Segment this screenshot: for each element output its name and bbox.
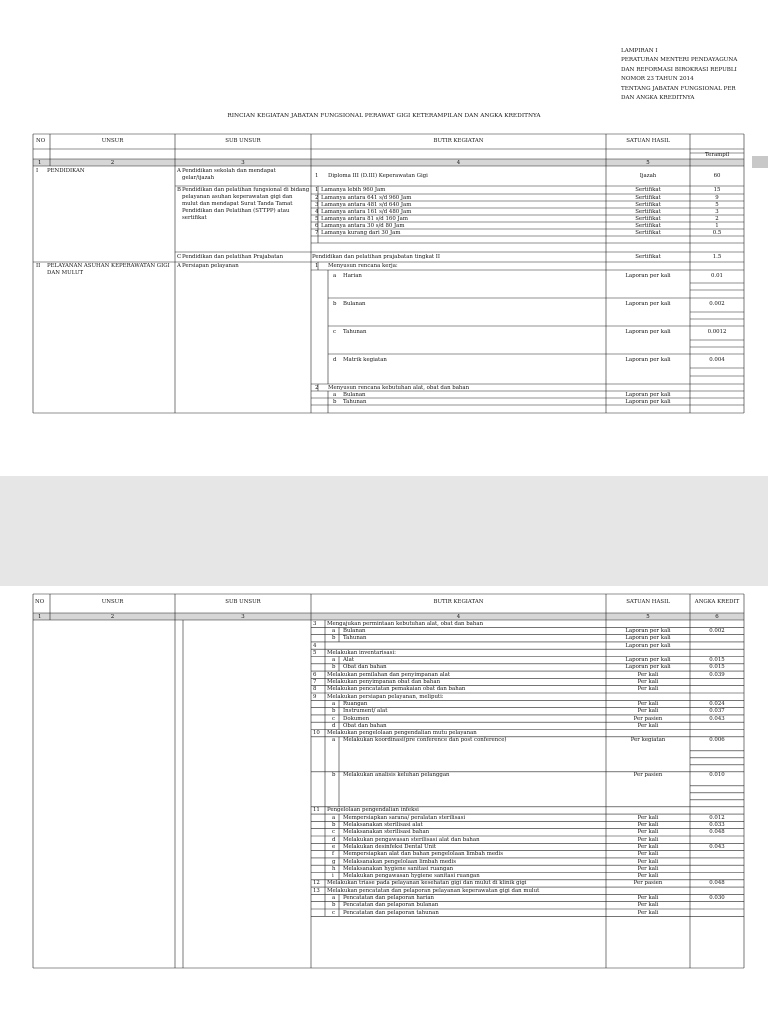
- col-header-unsur: UNSUR: [101, 138, 124, 144]
- satuan-value: Laporan per kali: [625, 357, 671, 363]
- col-header-butir: BUTIR KEGIATAN: [433, 138, 484, 144]
- butir-label: Dokumen: [343, 715, 370, 722]
- satuan-value: Per kali: [637, 829, 659, 836]
- butir-label: Melakukan penyimpanan obat dan bahan: [327, 679, 441, 685]
- satuan-value: Per kegiatan: [630, 737, 666, 744]
- butir-number: 6: [313, 671, 317, 678]
- satuan-value: Laporan per kali: [625, 392, 671, 398]
- angka-value: 1.5: [712, 254, 722, 260]
- butir-label: Mempersiapkan alat dan bahan pengelolaan limbah medis: [343, 851, 503, 858]
- satuan-value: Per kali: [637, 822, 659, 828]
- sub-item-letter: a: [332, 895, 336, 901]
- satuan-value: Per kali: [637, 708, 659, 715]
- angka-value: 9: [715, 194, 719, 201]
- header-line: NOMOR 23 TAHUN 2014: [621, 76, 694, 83]
- angka-value: 0.033: [709, 822, 725, 828]
- sub-item-letter: a: [332, 814, 336, 821]
- sub-item-letter: a: [332, 700, 336, 707]
- satuan-value: Per kali: [637, 902, 659, 909]
- satuan-value: Sertifikat: [635, 222, 661, 229]
- butir-number: 7: [313, 679, 317, 685]
- col-number: 2: [110, 159, 115, 166]
- butir-label: Lamanya antara 30 s/d 80 Jam: [321, 222, 405, 229]
- col-number: 1: [38, 613, 42, 620]
- satuan-value: Per kali: [637, 722, 659, 729]
- butir-label: Obat dan bahan: [343, 722, 387, 729]
- butir-number: 5: [313, 649, 317, 656]
- butir-label: Melakukan pencatatan dan pelaporan pelayanan keperawatan gigi dan mulut: [327, 887, 540, 894]
- butir-number: 2: [315, 194, 319, 201]
- butir-label: Melakukan desinfeksi Dental Unit: [343, 843, 437, 850]
- satuan-value: Laporan per kali: [625, 329, 671, 335]
- satuan-value: Sertifikat: [635, 215, 661, 222]
- butir-label: Melaksanakan pengelolaan limbah medis: [343, 858, 456, 865]
- butir-label: Mengajukan permintaan kebutuhan alat, obat dan bahan: [327, 620, 484, 627]
- satuan-value: Sertifikat: [635, 208, 661, 215]
- sub-item-letter: b: [332, 708, 336, 715]
- sub-item-letter: b: [332, 635, 336, 642]
- satuan-value: Per pasien: [633, 880, 663, 887]
- satuan-value: Sertifikat: [635, 194, 661, 201]
- col-number: 3: [241, 159, 245, 166]
- satuan-value: Laporan per kali: [625, 273, 671, 279]
- sub-item-letter: d: [332, 722, 336, 729]
- satuan-value: Per kali: [637, 679, 659, 685]
- angka-value: 2: [715, 215, 719, 222]
- angka-value: 0.024: [709, 700, 725, 707]
- satuan-value: Laporan per kali: [625, 399, 671, 405]
- butir-number: 12: [313, 880, 320, 887]
- butir-label: Lamanya kurang dari 30 Jam: [321, 229, 401, 236]
- satuan-value: Per kali: [637, 865, 659, 872]
- col-number: 5: [646, 159, 650, 166]
- satuan-value: Laporan per kali: [625, 627, 671, 634]
- butir-label: Matrik kegiatan: [343, 357, 387, 363]
- butir-label: Lamanya antara 81 s/d 160 Jam: [321, 215, 408, 222]
- sub-unsur-code: C: [177, 254, 182, 260]
- satuan-value: Laporan per kali: [625, 642, 671, 649]
- butir-label: Lamanya antara 641 s/d 960 Jam: [321, 194, 412, 201]
- butir-number: 3: [313, 620, 317, 627]
- butir-label: Menyusun rencana kebutuhan alat, obat dan bahan: [328, 385, 470, 391]
- butir-label: Melakukan persiapan pelayanan, meliputi:: [327, 693, 444, 700]
- sub-item-letter: f: [332, 851, 334, 858]
- butir-label: Mempersiapkan sarana/ peralatan sterilisasi: [343, 814, 466, 821]
- butir-label: Ruangan: [343, 700, 368, 707]
- unsur-label: PELAYANAN ASUHAN KEPERAWATAN GIGI DAN MULUT: [47, 263, 170, 276]
- sub-item-letter: a: [332, 657, 336, 664]
- col-number: 1: [38, 159, 42, 166]
- col-header-butir: BUTIR KEGIATAN: [433, 599, 484, 605]
- viewer-side-tab[interactable]: [752, 156, 768, 168]
- angka-value: 0.01: [710, 273, 723, 279]
- butir-number: 4: [315, 208, 319, 215]
- satuan-value: Per kali: [637, 895, 659, 901]
- col-header-sub-unsur: SUB UNSUR: [225, 138, 261, 144]
- butir-number: 10: [313, 730, 320, 737]
- sub-unsur-code: B: [177, 187, 181, 193]
- angka-value: 0.048: [709, 880, 725, 887]
- angka-value: 1: [715, 222, 719, 229]
- document-header: [621, 47, 737, 103]
- col-header-satuan: SATUAN HASIL: [626, 599, 670, 605]
- angka-value: 0.039: [709, 671, 725, 678]
- satuan-value: Per kali: [637, 851, 659, 858]
- butir-label: Lamanya antara 161 s/d 480 Jam: [321, 208, 412, 215]
- satuan-value: Sertifikat: [635, 201, 661, 208]
- sub-item-letter: g: [332, 858, 336, 865]
- butir-label: Bulanan: [343, 392, 366, 398]
- butir-number: 4: [313, 642, 317, 649]
- sub-item-letter: a: [333, 273, 337, 279]
- satuan-value: Per kali: [637, 686, 659, 693]
- butir-label: Melakukan pengawasan sterilisasi alat dan bahan: [343, 836, 480, 843]
- angka-value: 0.004: [709, 357, 725, 363]
- sub-item-letter: b: [332, 822, 336, 828]
- row-number: II: [36, 263, 41, 269]
- butir-label: Melakukan pengelolaan pengendalian mutu pelayanan: [327, 730, 477, 737]
- butir-label: Lamanya antara 481 s/d 640 Jam: [321, 201, 412, 208]
- angka-value: 0.015: [709, 664, 725, 671]
- angka-value: 0.002: [709, 301, 725, 307]
- angka-value: 0.006: [709, 737, 725, 744]
- butir-label: Tahunan: [343, 329, 367, 335]
- angka-value: 0.043: [709, 843, 725, 850]
- satuan-value: Per pasien: [633, 772, 663, 779]
- satuan-value: Laporan per kali: [625, 301, 671, 307]
- satuan-value: Sertifikat: [635, 187, 661, 193]
- satuan-value: Laporan per kali: [625, 657, 671, 664]
- butir-number: 9: [313, 693, 317, 700]
- sub-item-letter: b: [332, 902, 336, 909]
- butir-number: 11: [313, 807, 320, 814]
- butir-number: 1: [315, 263, 319, 269]
- butir-number: 5: [315, 215, 319, 222]
- satuan-value: Laporan per kali: [625, 635, 671, 642]
- sub-unsur-label: Pendidikan sekolah dan mendapat gelar/ijazah: [182, 168, 276, 181]
- satuan-value: Sertifikat: [635, 229, 661, 236]
- satuan-value: Per kali: [637, 909, 659, 916]
- col-number: 2: [110, 613, 115, 620]
- butir-label: Melaksanakan hygiene sanitasi ruangan: [343, 865, 454, 872]
- butir-label: Melakukan inventarisasi:: [327, 649, 396, 656]
- butir-label: Tahunan: [343, 399, 367, 405]
- col-header-no: NO: [35, 599, 45, 605]
- document-page-2: [0, 586, 768, 1024]
- col-number: 4: [456, 613, 461, 620]
- butir-number: 7: [315, 229, 319, 236]
- butir-label: Melaksanakan sterilisasi bahan: [343, 829, 430, 836]
- sub-item-letter: b: [332, 664, 336, 671]
- col-number: 3: [241, 613, 245, 620]
- butir-label: Harian: [343, 273, 362, 279]
- sub-item-letter: h: [332, 865, 336, 872]
- col-header-unsur: UNSUR: [101, 599, 124, 605]
- satuan-value: Per kali: [637, 858, 659, 865]
- sub-unsur-label: Pendidikan dan pelatihan fungsional di bidang pelayanan asuhan keperawatan gigi dan mulut dan mendapat Surat Tanda Tamat Pendidikan dan Pelatihan (STTPP) atau sertifikat: [182, 187, 310, 221]
- col-header-no: NO: [36, 138, 46, 144]
- header-line: DAN REFORMASI BIROKRASI REPUBLI: [621, 66, 737, 73]
- sub-item-letter: b: [333, 301, 337, 307]
- header-line: PERATURAN MENTERI PENDAYAGUNA: [621, 57, 738, 64]
- butir-number: 2: [315, 385, 319, 391]
- sub-item-letter: d: [333, 357, 337, 363]
- sub-unsur-code: A: [177, 168, 181, 174]
- angka-value: 0.002: [709, 627, 725, 634]
- col-number: 5: [646, 613, 650, 620]
- butir-label: Bulanan: [343, 301, 366, 307]
- col-header-sub-unsur: SUB UNSUR: [225, 599, 261, 605]
- butir-number: 6: [315, 222, 319, 229]
- angka-value: 0.012: [709, 814, 725, 821]
- sub-item-letter: a: [332, 737, 336, 744]
- sub-item-letter: c: [332, 715, 336, 722]
- col-header-terampil: Terampil: [705, 152, 730, 158]
- sub-item-letter: d: [332, 836, 336, 843]
- butir-label: Pencatatan dan pelaporan harian: [343, 895, 434, 901]
- document-page-1: [0, 0, 768, 476]
- butir-label: Tahunan: [343, 635, 367, 642]
- header-line: TENTANG JABATAN FUNGSIONAL PER: [621, 85, 736, 92]
- sub-unsur-label: Pendidikan dan pelatihan Prajabatan: [182, 254, 284, 260]
- sub-unsur-label: Persiapan pelayanan: [182, 263, 239, 269]
- document-title: RINCIAN KEGIATAN JABATAN FUNGSIONAL PERAWAT GIGI KETERAMPILAN DAN ANGKA KREDITNYA: [227, 113, 541, 119]
- angka-value: 0.037: [709, 708, 725, 715]
- satuan-value: Sertifikat: [635, 254, 661, 260]
- angka-value: 0.048: [709, 829, 725, 836]
- angka-value: 15: [713, 187, 721, 193]
- satuan-value: Per pasien: [633, 715, 663, 722]
- butir-label: Alat: [343, 657, 354, 664]
- satuan-value: Per kali: [637, 836, 659, 843]
- butir-number: 13: [313, 887, 320, 894]
- butir-label: Pengelolaan pengendalian infeksi: [327, 807, 419, 814]
- unsur-label: PENDIDIKAN: [47, 168, 85, 174]
- satuan-value: Laporan per kali: [625, 664, 671, 671]
- butir-label: Bulanan: [343, 627, 366, 634]
- angka-value: 0.010: [709, 772, 725, 779]
- angka-value: 0.0012: [707, 329, 727, 335]
- sub-item-letter: b: [333, 399, 337, 405]
- satuan-value: Per kali: [637, 671, 659, 678]
- butir-label: Pencatatan dan pelaporan bulanan: [343, 902, 439, 909]
- col-header-angka: ANGKA KREDIT: [694, 599, 740, 605]
- angka-value: 0.030: [709, 895, 725, 901]
- butir-label: Melakukan pengawasan hygiene sanitasi ruangan: [343, 873, 480, 880]
- sub-item-letter: a: [333, 392, 337, 398]
- satuan-value: Per kali: [637, 814, 659, 821]
- angka-value: 3: [715, 208, 719, 215]
- sub-item-letter: c: [333, 329, 337, 335]
- header-line: LAMPIRAN I: [621, 48, 658, 54]
- butir-label: Melakukan pencatatan pemakaian obat dan bahan: [327, 686, 466, 693]
- sub-item-letter: c: [332, 909, 336, 916]
- angka-value: 0.5: [712, 229, 722, 236]
- butir-label: Melakukan pemilahan dan penyimpanan alat: [327, 671, 451, 678]
- sub-item-letter: b: [332, 772, 336, 779]
- sub-item-letter: e: [332, 843, 336, 850]
- sub-item-letter: i: [332, 873, 334, 880]
- header-line: DAN ANGKA KREDITNYA: [621, 95, 695, 102]
- sub-item-letter: c: [332, 829, 336, 836]
- butir-label: Pencatatan dan pelaporan tahunan: [343, 909, 439, 916]
- butir-number: 1: [315, 187, 319, 193]
- angka-value: 0.015: [709, 657, 725, 664]
- butir-label: Melakukan triase pada pelayanan kesehatan gigi dan mulut di klinik gigi: [327, 880, 527, 887]
- col-number: 6: [715, 613, 719, 620]
- butir-label: Melakukan koordinasi(pre conference dan post conference): [343, 737, 507, 744]
- col-header-satuan: SATUAN HASIL: [626, 138, 670, 144]
- butir-label: Diploma III (D.III) Keperawatan Gigi: [328, 173, 428, 179]
- angka-value: 60: [713, 173, 721, 179]
- butir-label: Obat dan bahan: [343, 664, 387, 671]
- angka-value: 5: [715, 201, 719, 208]
- butir-number: 1: [315, 173, 319, 179]
- sub-item-letter: a: [332, 627, 336, 634]
- col-number: 4: [456, 159, 461, 166]
- butir-number: 8: [313, 686, 317, 693]
- satuan-value: Per kali: [637, 700, 659, 707]
- butir-label: Lamanya lebih 960 Jam: [321, 187, 386, 193]
- row-number: I: [36, 168, 39, 174]
- butir-number: 3: [315, 201, 319, 208]
- butir-label: Melakukan analisis keluhan pelanggan: [343, 772, 450, 779]
- sub-unsur-code: A: [177, 263, 181, 269]
- angka-value: 0.043: [709, 715, 725, 722]
- butir-label: Instrument/ alat: [343, 708, 388, 715]
- butir-label: Pendidikan dan pelatihan prajabatan tingkat II: [312, 254, 441, 260]
- butir-label: Menyusun rencana kerja:: [328, 263, 398, 269]
- butir-label: Melaksanakan sterilisasi alat: [343, 822, 423, 828]
- satuan-value: Per kali: [637, 843, 659, 850]
- satuan-value: Per kali: [637, 873, 659, 880]
- satuan-value: Ijazah: [639, 173, 657, 179]
